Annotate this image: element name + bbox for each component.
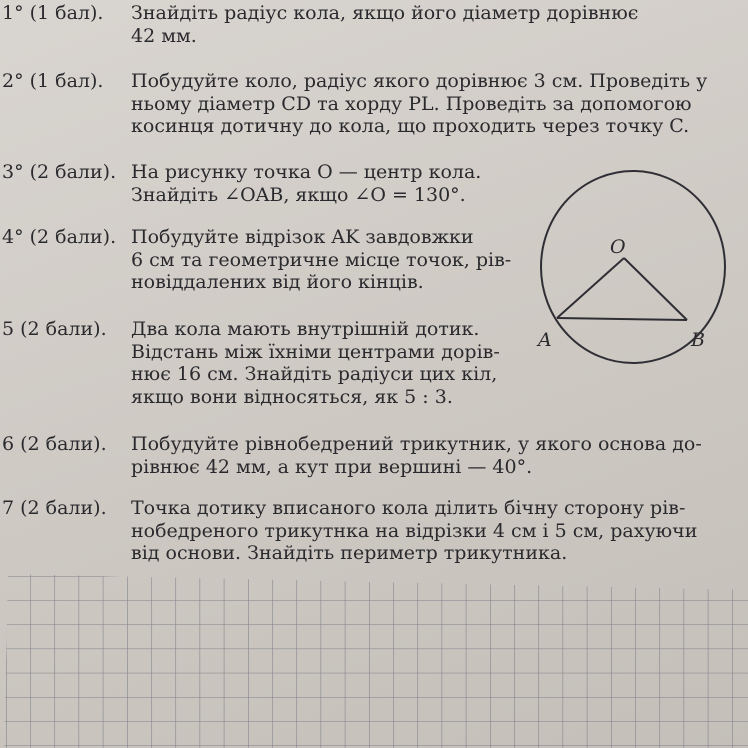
task-text-line: нобедреного трикутнка на відрізки 4 см і 5 см, рахуючи: [131, 519, 698, 542]
task-number: 4° (2 бали).: [2, 226, 117, 248]
task-number: 5 (2 бали).: [2, 318, 107, 340]
task-number: 1° (1 бал).: [2, 2, 104, 24]
task-number: 7 (2 бали).: [2, 497, 107, 519]
task-number: 2° (1 бал).: [2, 70, 104, 92]
task-text-line: від основи. Знайдіть периметр трикутника.: [131, 542, 568, 564]
task-text-line: якщо вони відносяться, як 5 : 3.: [131, 385, 453, 408]
grid-area: [4, 574, 748, 748]
task-number: 3° (2 бали).: [2, 161, 117, 183]
task-text-line: нює 16 см. Знайдіть радіуси цих кіл,: [131, 363, 498, 385]
task-text-line: Два кола мають внутрішній дотик.: [131, 318, 480, 340]
task-number: 6 (2 бали).: [2, 433, 107, 455]
chord-ab: [557, 318, 687, 320]
task-text-line: Побудуйте рівнобедрений трикутник, у якого основа до-: [131, 433, 702, 455]
task-text-line: новіддалених від його кінців.: [131, 271, 424, 293]
label-o: O: [610, 236, 626, 258]
label-a: A: [538, 329, 552, 351]
task-text-line: Знайдіть ∠OAB, якщо ∠O = 130°.: [131, 183, 466, 206]
radius-oa: [557, 258, 624, 318]
task-text-line: Побудуйте коло, радіус якого дорівнює 3 см. Проведіть у: [131, 70, 708, 92]
circle-figure: [520, 160, 738, 382]
task-text-line: косинця дотичну до кола, що проходить через точку C.: [131, 115, 690, 137]
task-text-line: Побудуйте відрізок AK завдовжки: [131, 226, 474, 248]
label-b: B: [691, 329, 705, 351]
task-text-line: 6 см та геометричне місце точок, рів-: [131, 248, 512, 271]
task-text-line: рівнює 42 мм, а кут при вершині — 40°.: [131, 455, 533, 478]
task-text-line: 42 мм.: [131, 24, 197, 47]
task-text-line: На рисунку точка O — центр кола.: [131, 161, 482, 183]
task-text-line: Відстань між їхніми центрами дорів-: [131, 340, 500, 363]
task-text-line: Точка дотику вписаного кола ділить бічну сторону рів-: [131, 497, 686, 519]
squared-grid: [0, 568, 748, 748]
radius-ob: [624, 258, 687, 320]
task-text-line: Знайдіть радіус кола, якщо його діаметр дорівнює: [131, 2, 639, 24]
task-text-line: ньому діаметр CD та хорду PL. Проведіть за допомогою: [131, 92, 692, 115]
